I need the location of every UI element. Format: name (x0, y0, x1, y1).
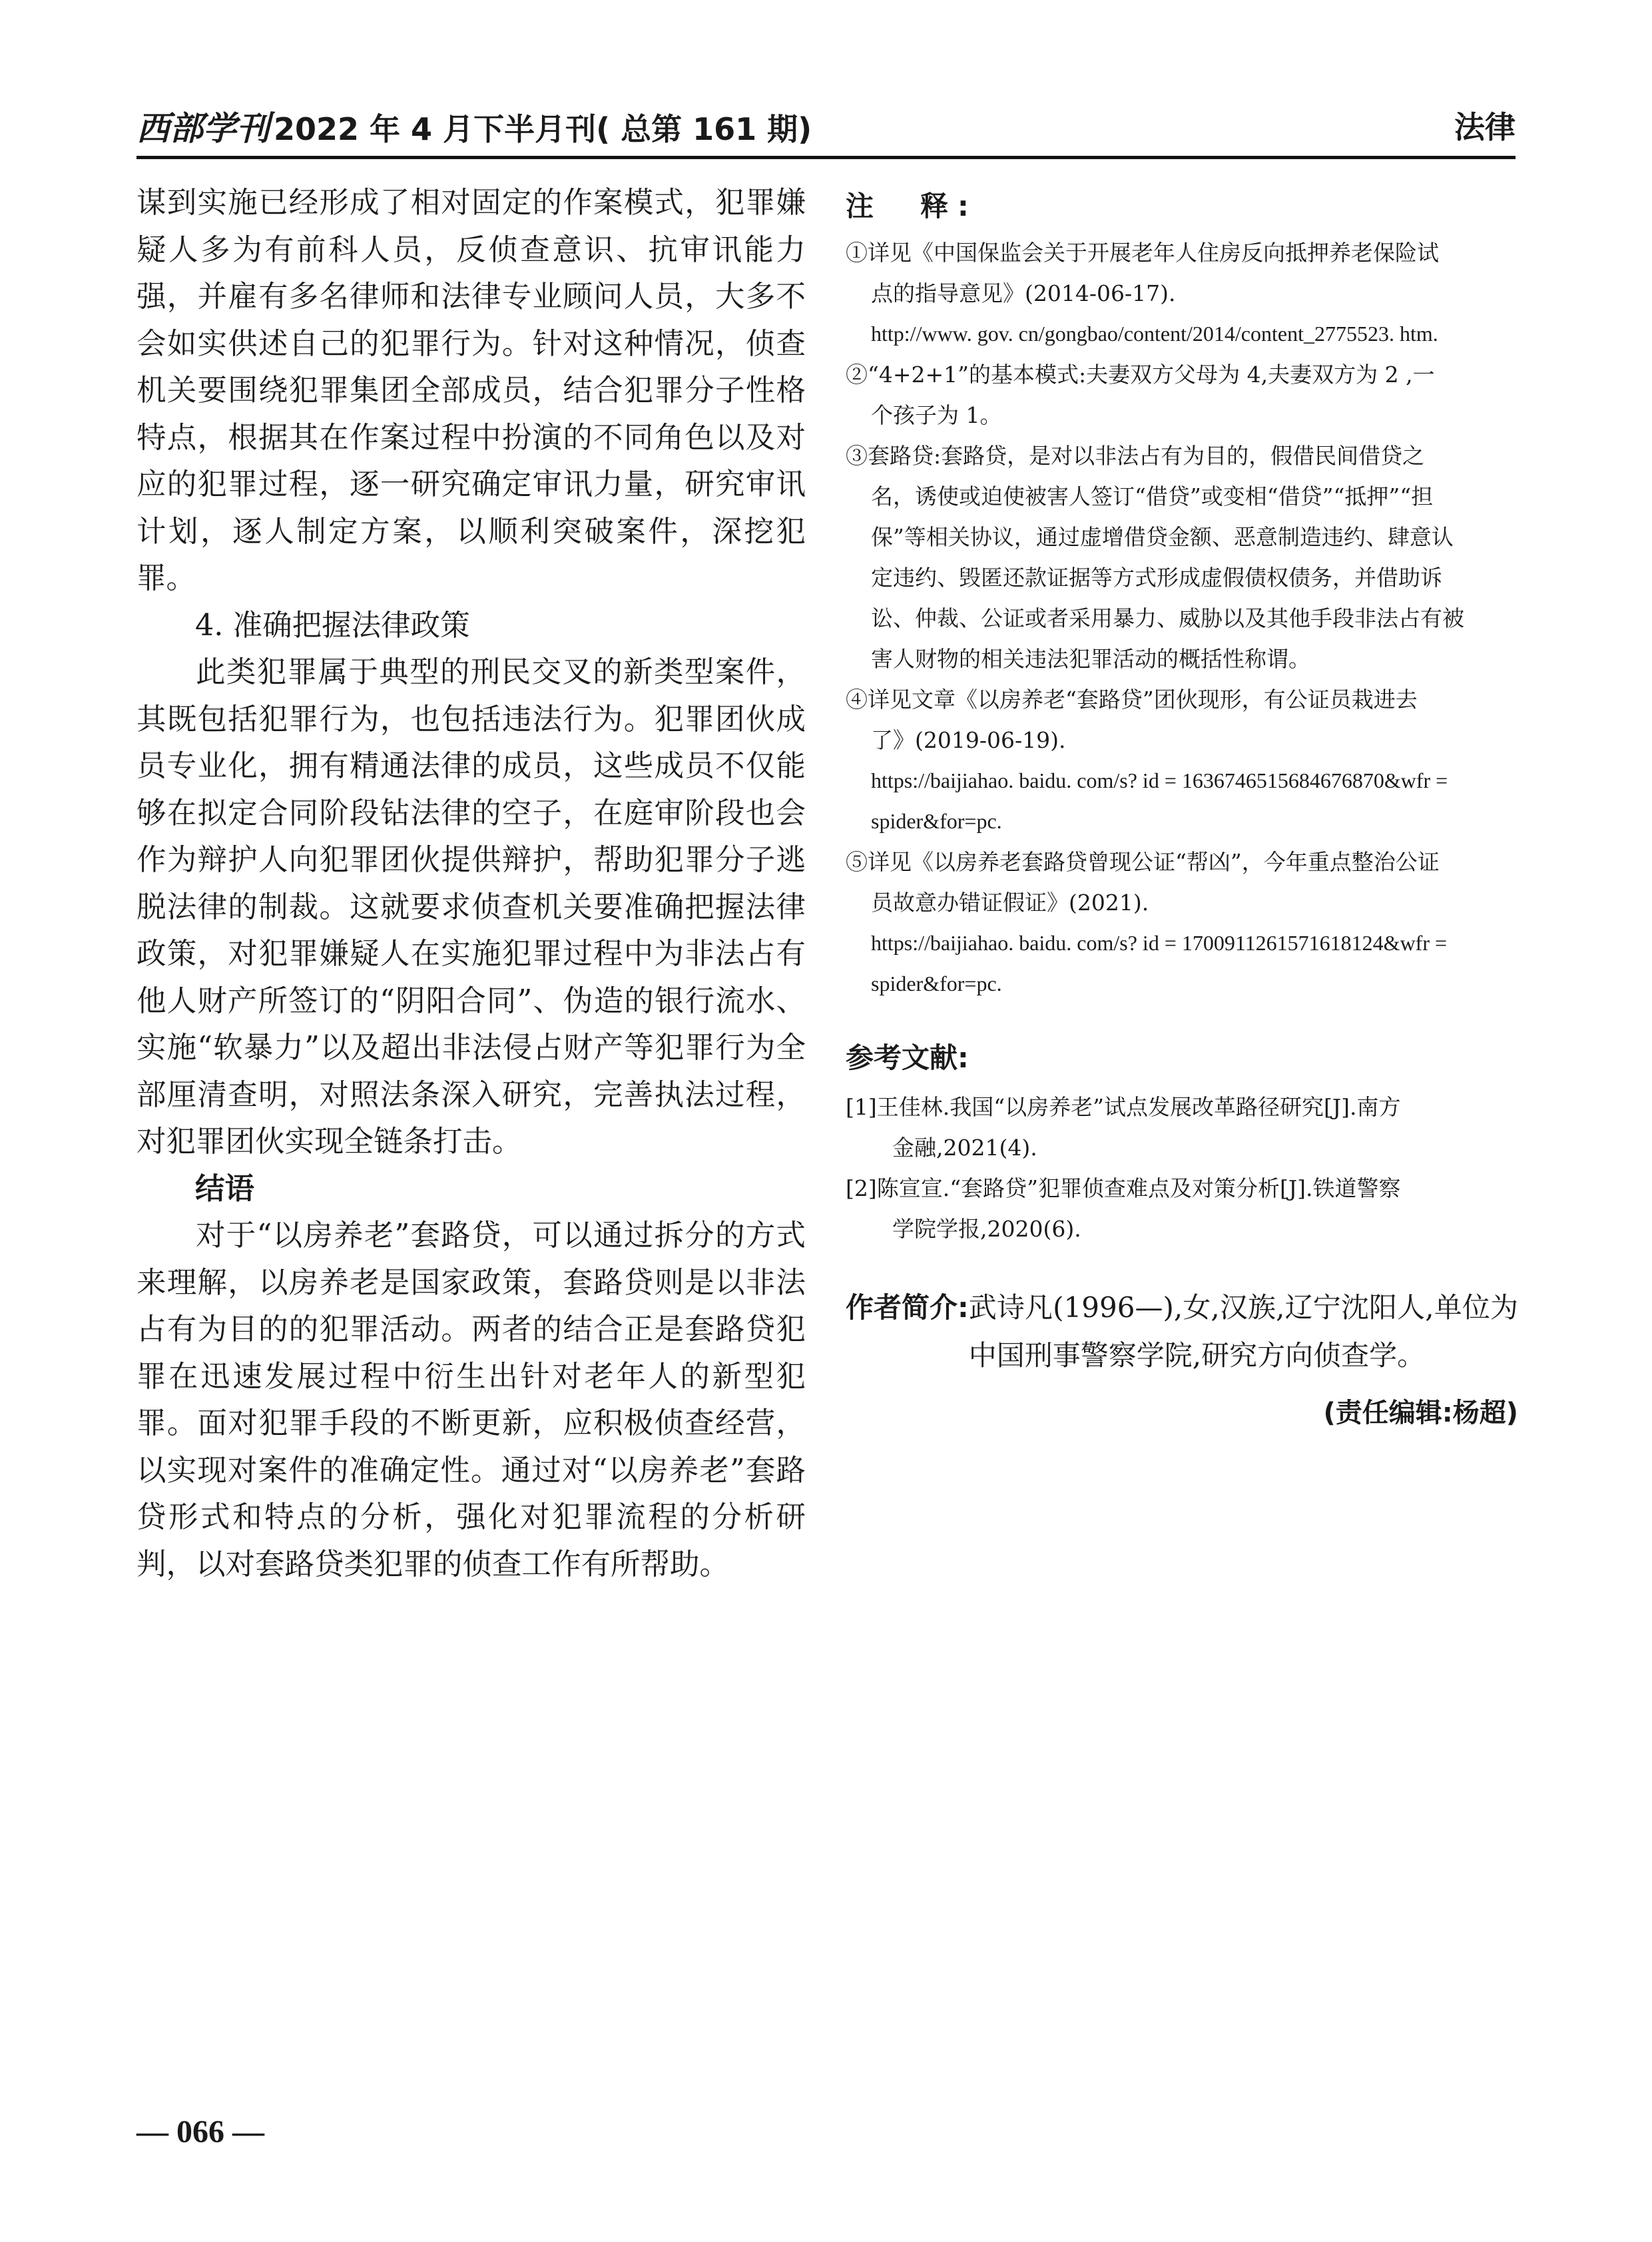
reference-line: 金融,2021(4). (892, 1135, 1037, 1161)
note-line: ④详见文章《以房养老“套路贷”团伙现形，有公证员栽进去 (846, 687, 1418, 712)
note-url: spider&for=pc. (871, 809, 1002, 833)
body-paragraph-3: 对于“以房养老”套路贷，可以通过拆分的方式来理解，以房养老是国家政策，套路贷则是以非法占有为目的的犯罪活动。两者的结合正是套路贷犯罪在迅速发展过程中衍生出针对老年人的新型犯罪。面对犯罪手段的不断更新，应积极侦查经营，以实现对案件的准确定性。通过对“以房养老”套路贷形式和特点的分析，强化对犯罪流程的分析研判，以对套路贷类犯罪的侦查工作有所帮助。 (137, 1219, 806, 1581)
note-line: 名，诱使或迫使被害人签订“借贷”或变相“借贷”“抵押”“担 (871, 483, 1434, 509)
note-2 (846, 354, 1518, 435)
note-url: http://www. gov. cn/gongbao/content/2014/content_2775523. htm. (871, 322, 1438, 346)
note-url: spider&for=pc. (871, 972, 1002, 995)
header-rule (137, 156, 1515, 159)
note-line: ②“4+2+1”的基本模式:夫妻双方父母为 4,夫妻双方为 2 ,一 (846, 362, 1435, 388)
left-column (137, 180, 806, 1588)
body-paragraph-2: 此类犯罪属于典型的刑民交叉的新类型案件，其既包括犯罪行为，也包括违法行为。犯罪团伙成员专业化，拥有精通法律的成员，这些成员不仅能够在拟定合同阶段钻法律的空子，在庭审阶段也会作为辩护人向犯罪团伙提供辩护，帮助犯罪分子逃脱法律的制裁。这就要求侦查机关要准确把握法律政策，对犯罪嫌疑人在实施犯罪过程中为非法占有他人财产所签订的“阴阳合同”、伪造的银行流水、实施“软暴力”以及超出非法侵占财产等犯罪行为全部厘清查明，对照法条深入研究，完善执法过程，对犯罪团伙实现全链条打击。 (137, 655, 806, 1159)
editor-credit: (责任编辑:杨超) (1323, 1398, 1518, 1428)
note-line: 定违约、毁匿还款证据等方式形成虚假债权债务，并借助诉 (871, 565, 1442, 591)
references-title: 参考文献: (846, 1041, 969, 1074)
reference-2 (846, 1168, 1518, 1249)
notes-title: 注 释: (846, 190, 978, 222)
author-bio-label: 作者简介: (846, 1291, 969, 1324)
note-line: 个孩子为 1。 (871, 402, 1002, 428)
note-line: 点的指导意见》(2014-06-17). (871, 280, 1176, 306)
journal-logo: 西部学刊 (137, 109, 270, 148)
note-1 (846, 232, 1518, 354)
note-line: 害人财物的相关违法犯罪活动的概括性称谓。 (871, 646, 1310, 672)
note-4 (846, 679, 1518, 842)
page-number: — 066 — (137, 2114, 264, 2149)
section-label: 法律 (1454, 109, 1515, 145)
note-5 (846, 842, 1518, 1004)
note-line: 了》(2019-06-19). (871, 727, 1066, 753)
author-bio (846, 1284, 1518, 1380)
section-heading-4: 4. 准确把握法律政策 (195, 608, 470, 643)
note-line: 讼、仲裁、公证或者采用暴力、威胁以及其他手段非法占有被 (871, 605, 1464, 631)
author-bio-text: 武诗凡(1996—),女,汉族,辽宁沈阳人,单位为中国刑事警察学院,研究方向侦查学。 (968, 1291, 1518, 1372)
note-url: https://baijiahao. baidu. com/s? id = 1636746515684676870&wfr = (871, 768, 1448, 792)
reference-line: [2]陈宣宣.“套路贷”犯罪侦查难点及对策分析[J].铁道警察 (846, 1175, 1401, 1201)
note-3 (846, 435, 1518, 679)
body-paragraph-1: 谋到实施已经形成了相对固定的作案模式，犯罪嫌疑人多为有前科人员，反侦查意识、抗审讯能力强，并雇有多名律师和法律专业顾问人员，大多不会如实供述自己的犯罪行为。针对这种情况，侦查机关要围绕犯罪集团全部成员，结合犯罪分子性格特点，根据其在作案过程中扮演的不同角色以及对应的犯罪过程，逐一研究确定审讯力量，研究审讯计划，逐人制定方案，以顺利突破案件，深挖犯罪。 (137, 186, 806, 595)
note-url: https://baijiahao. baidu. com/s? id = 1700911261571618124&wfr = (871, 931, 1448, 955)
reference-line: [1]王佳林.我国“以房养老”试点发展改革路径研究[J].南方 (846, 1094, 1401, 1120)
reference-line: 学院学报,2020(6). (892, 1216, 1081, 1242)
note-line: 员故意办错证假证》(2021). (871, 890, 1149, 916)
note-line: ⑤详见《以房养老套路贷曾现公证“帮凶”，今年重点整治公证 (846, 849, 1440, 875)
issue-info: 2022 年 4 月下半月刊( 总第 161 期) (274, 111, 812, 147)
note-line: 保”等相关协议，通过虚增借贷金额、恶意制造违约、肆意认 (871, 524, 1454, 550)
note-line: ①详见《中国保监会关于开展老年人住房反向抵押养老保险试 (846, 240, 1439, 266)
note-line: ③套路贷:套路贷，是对以非法占有为目的，假借民间借贷之 (846, 443, 1425, 469)
journal-header (137, 109, 812, 148)
conclusion-heading: 结语 (195, 1171, 255, 1206)
right-column (846, 190, 1518, 1433)
reference-1 (846, 1087, 1518, 1168)
